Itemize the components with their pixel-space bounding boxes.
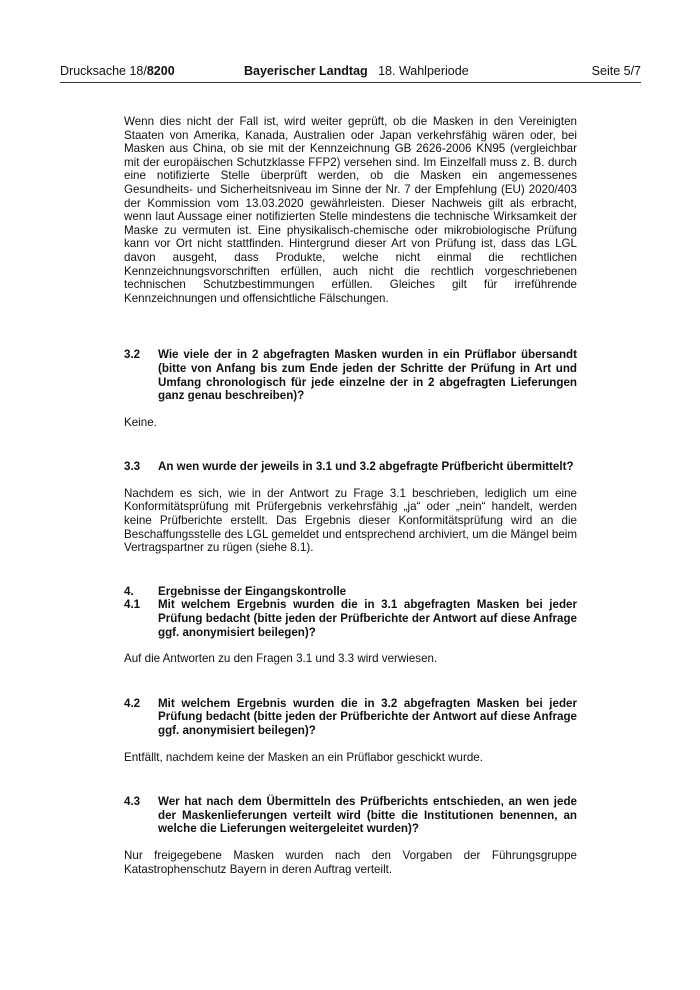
- answer-4-1: Auf die Antworten zu den Fragen 3.1 und 3.3 wird verwiesen.: [124, 652, 438, 666]
- question-4-2: 4.2 Mit welchem Ergebnis wurden die in 3.2 abgefragten Masken bei jeder Prüfung bedacht (bitte jeden der Prüfberichte der Antwort auf diese Anfrage ggf. anonymisiert beilegen)?: [124, 696, 577, 737]
- question-3-3: 3.3 An wen wurde der jeweils in 3.1 und 3.2 abgefragte Prüfbericht übermittelt?: [124, 460, 574, 474]
- answer-4-2: Entfällt, nachdem keine der Masken an ein Prüflabor geschickt wurde.: [124, 750, 483, 764]
- answer-3-2: Keine.: [124, 415, 157, 429]
- document-body: [124, 115, 577, 876]
- page-number: Seite 5/7: [591, 64, 641, 78]
- page-header: [60, 64, 641, 83]
- question-3-2: 3.2 Wie viele der in 2 abgefragten Masken wurden in ein Prüflabor übersandt (bitte von Anfang bis zum Ende jeden der Schritte der Prüfung in Art und Umfang chronologisch für jede einzelne der in 2 abgefragten Lieferungen ganz genau beschreiben)?: [124, 348, 577, 403]
- parliament-label: Bayerischer Landtag 18. Wahlperiode: [244, 64, 469, 78]
- answer-4-3: Nur freigegebene Masken wurden nach den Vorgaben der Führungsgruppe Katastrophenschutz Bayern in deren Auftrag verteilt.: [124, 848, 577, 876]
- question-4-1: 4.1 Mit welchem Ergebnis wurden die in 3.1 abgefragten Masken bei jeder Prüfung bedacht (bitte jeden der Prüfberichte der Antwort auf diese Anfrage ggf. anonymisiert beilegen)?: [124, 598, 577, 639]
- section-heading-4: 4. Ergebnisse der Eingangskontrolle: [124, 584, 347, 598]
- intro-paragraph: Wenn dies nicht der Fall ist, wird weiter geprüft, ob die Masken in den Vereinigten Staaten von Amerika, Kanada, Australien oder Japan verkehrsfähig wären oder, bei Masken aus China, ob sie mit der Kennzeichnung GB 2626-2006 KN95 (vergleichbar mit der europäischen Schutzklasse FFP2) versehen sind. Im Einzelfall muss z. B. durch eine notifizierte Stelle überprüft werden, ob die Masken ein angemessenes Gesundheits- und Sicherheitsniveau im Sinne der Nr. 7 der Empfehlung (EU) 2020/403 der Kommission vom 13.03.2020 gewährleisten. Dieser Nachweis gilt als erbracht, wenn laut Aussage einer notifizierten Stelle mindestens die technische Wirksamkeit der Maske zu vermuten ist. Eine physikalisch-chemische oder mikrobiologische Prüfung kann vor Ort nicht stattfinden. Hintergrund dieser Art von Prüfung ist, dass das LGL davon ausgeht, dass Produkte, welche nicht einmal die rechtlichen Kennzeichnungsvorschriften erfüllen, auch nicht die rechtlich vorgeschriebenen technischen Schutzbestimmungen erfüllen. Gleiches gilt für irreführende Kennzeichnungen und offensichtliche Fälschungen.: [124, 115, 577, 305]
- answer-3-3: Nachdem es sich, wie in der Antwort zu Frage 3.1 beschrieben, lediglich um eine Konformitätsprüfung mit Prüfergebnis verkehrsfähig „ja“ oder „nein“ handelt, werden keine Prüfberichte erstellt. Das Ergebnis dieser Konformitätsprüfung wird an die Beschaffungsstelle des LGL gemeldet und entsprechend archiviert, um die Mängel beim Vertragspartner zu rügen (siehe 8.1).: [124, 486, 577, 555]
- document-number: Drucksache 18/8200: [60, 64, 175, 78]
- question-4-3: 4.3 Wer hat nach dem Übermitteln des Prüfberichts entschieden, an wen jede der Maskenlieferungen verteilt wird (bitte die Institutionen benennen, an welche die Lieferungen weitergeleitet wurden)?: [124, 795, 577, 836]
